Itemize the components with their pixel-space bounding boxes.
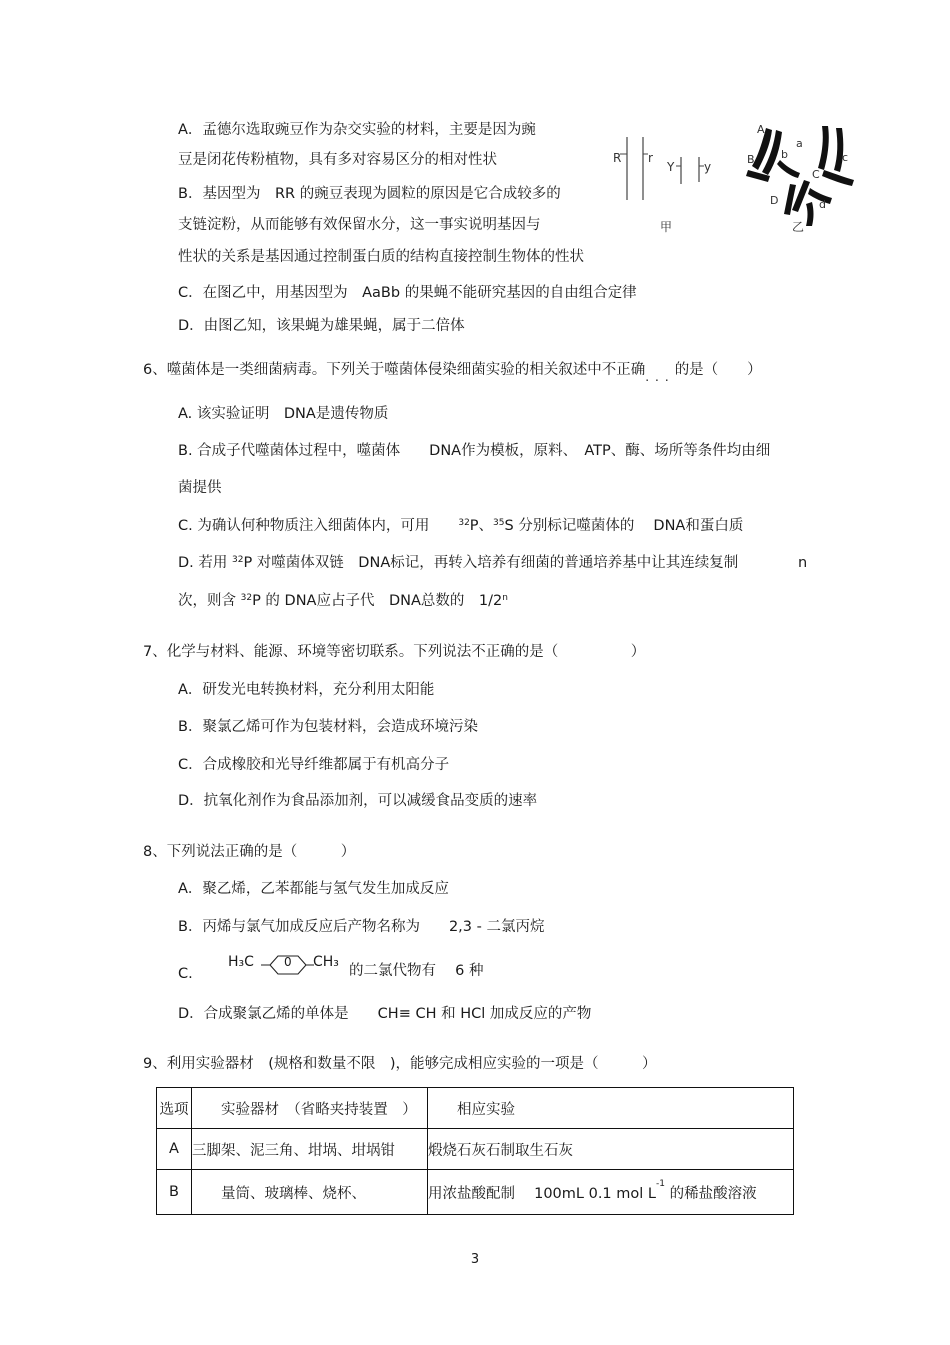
- q8-option-c-label: C.: [178, 966, 193, 982]
- q6-option-c-end: S 分别标记噬菌体的 DNA和蛋白质: [504, 518, 744, 534]
- q5-option-d: D．由图乙知，该果蝇为雄果蝇，属于二倍体: [178, 318, 465, 334]
- q6-option-d2-pre: 次，则含: [178, 593, 241, 609]
- q6-option-b-line2: 菌提供: [178, 480, 222, 496]
- q5-option-b-line1: B．基因型为 RR 的豌豆表现为圆粒的原因是它合成较多的: [178, 186, 561, 202]
- table-header-cell: 相应实验: [428, 1088, 794, 1129]
- table-cell-option: B: [157, 1170, 192, 1215]
- emphasis-dots: ...: [645, 370, 675, 384]
- q6-stem-text: 6、噬菌体是一类细菌病毒。下列关于噬菌体侵染细菌实验的相关叙述中不正确: [143, 362, 646, 378]
- gene-b: b: [781, 148, 788, 161]
- gene-R: R: [613, 151, 622, 165]
- formula-left: H₃C: [228, 954, 254, 970]
- q8-option-c-text: 的二氯代物有 6 种: [349, 963, 484, 979]
- q6-stem: [143, 360, 762, 384]
- q6-option-d-pre: D. 若用: [178, 555, 232, 571]
- ring-circle: 0: [284, 955, 292, 969]
- q6-option-d-line1: [178, 553, 738, 573]
- q9-table: [156, 1087, 794, 1215]
- figure-yi-label: 乙: [792, 220, 805, 234]
- q8-stem: 8、下列说法正确的是（ ）: [143, 844, 356, 860]
- q9-stem: 9、利用实验器材 (规格和数量不限 )，能够完成相应实验的一项是（ ）: [143, 1056, 657, 1072]
- q6-option-c-pre: C. 为确认何种物质注入细菌体内，可用: [178, 518, 459, 534]
- q6-option-d-line2: [178, 591, 508, 611]
- q6-option-d2-end: P 的 DNA应占子代 DNA总数的 1/2: [252, 593, 503, 609]
- superscript: 32: [232, 555, 244, 565]
- figure-jia-label: 甲: [660, 220, 673, 234]
- q7-option-a: A．研发光电转换材料，充分利用太阳能: [178, 682, 435, 698]
- superscript: 32: [240, 593, 253, 603]
- table-cell-experiment: 煅烧石灰石制取生石灰: [428, 1129, 794, 1170]
- q5-option-b-line2: 支链淀粉，从而能够有效保留水分，这一事实说明基因与: [178, 217, 541, 233]
- q6-option-b-line1: B. 合成子代噬菌体过程中，噬菌体 DNA作为模板，原料、 ATP、酶、场所等条件均由细: [178, 443, 771, 459]
- experiment-text: 用浓盐酸配制 100mL 0.1 mol L: [428, 1185, 656, 1202]
- q5-option-a-line2: 豆是闭花传粉植物，具有多对容易区分的相对性状: [178, 152, 497, 168]
- q6-option-d-n: n: [798, 555, 808, 571]
- table-cell-equipment: 量筒、玻璃棒、烧杯、: [192, 1170, 428, 1215]
- superscript-n: n: [502, 593, 508, 603]
- table-cell-experiment: [428, 1170, 794, 1215]
- q8-option-a: A．聚乙烯，乙苯都能与氢气发生加成反应: [178, 881, 449, 897]
- gene-y: y: [704, 160, 712, 174]
- gene-Y: Y: [667, 160, 675, 174]
- superscript: -1: [655, 1178, 665, 1189]
- q5-option-c: C．在图乙中，用基因型为 AaBb 的果蝇不能研究基因的自由组合定律: [178, 285, 637, 301]
- gene-A: A: [757, 123, 765, 136]
- gene-c: c: [842, 151, 849, 164]
- q7-option-c: C．合成橡胶和光导纤维都属于有机高分子: [178, 757, 450, 773]
- q8-option-b: B．丙烯与氯气加成反应后产物名称为 2,3 - 二氯丙烷: [178, 919, 545, 935]
- superscript: 32: [458, 518, 470, 528]
- table-header-cell: 实验器材 （省略夹持装置 ）: [192, 1088, 428, 1129]
- formula-right: CH₃: [313, 954, 339, 970]
- figure-yi: [740, 118, 870, 233]
- table-cell-option: A: [157, 1129, 192, 1170]
- q6-option-d-end: P 对噬菌体双链 DNA标记，再转入培养有细菌的普通培养基中让其连续复制: [243, 555, 739, 571]
- xylene-structure: [228, 952, 343, 978]
- table-row: [157, 1129, 794, 1170]
- q8-option-d: D．合成聚氯乙烯的单体是 CH≡ CH 和 HCl 加成反应的产物: [178, 1006, 592, 1022]
- table-row: [157, 1170, 794, 1215]
- gene-B: B: [747, 153, 755, 166]
- gene-D: D: [770, 194, 779, 207]
- table-cell-equipment: 三脚架、泥三角、坩埚、坩埚钳: [192, 1129, 428, 1170]
- q5-option-b-line3: 性状的关系是基因通过控制蛋白质的结构直接控制生物体的性状: [178, 249, 584, 265]
- experiment-text-end: 的稀盐酸溶液: [664, 1185, 757, 1202]
- q6-option-c: [178, 516, 743, 536]
- q7-option-d: D．抗氧化剂作为食品添加剂，可以减缓食品变质的速率: [178, 793, 538, 809]
- table-header-row: [157, 1088, 794, 1129]
- q6-stem-end: 的是（ ）: [674, 362, 762, 378]
- q5-option-a-line1: A．孟德尔选取豌豆作为杂交实验的材料，主要是因为豌: [178, 122, 536, 138]
- gene-C: C: [812, 168, 820, 181]
- page-number: 3: [470, 1252, 480, 1267]
- gene-r: r: [648, 151, 653, 165]
- superscript: 35: [493, 518, 505, 528]
- table-header-cell: 选项: [157, 1088, 192, 1129]
- q7-option-b: B．聚氯乙烯可作为包装材料，会造成环境污染: [178, 719, 478, 735]
- figure-jia: [608, 132, 718, 242]
- gene-d: d: [819, 198, 826, 211]
- q7-stem: 7、化学与材料、能源、环境等密切联系。下列说法不正确的是（ ）: [143, 644, 646, 660]
- gene-a: a: [796, 137, 803, 150]
- q6-option-c-mid: P、: [469, 518, 494, 534]
- q6-option-a: A. 该实验证明 DNA是遗传物质: [178, 406, 389, 422]
